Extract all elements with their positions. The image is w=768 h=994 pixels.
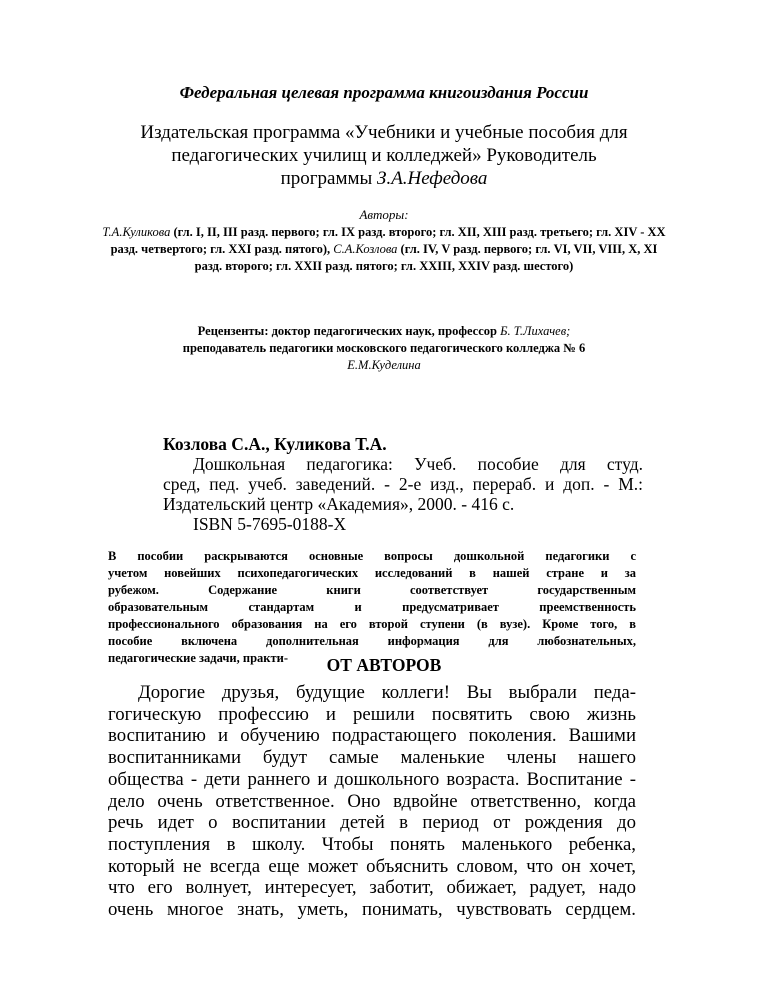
reviewers-block xyxy=(96,323,672,374)
body-line: поступления в школу. Чтобы понять маленького ребенка, xyxy=(108,833,636,855)
body-line: общества - дети раннего и дошкольного возраста. Воспитание - xyxy=(108,768,636,790)
body-line: который не всегда еще может объяснить словом, что он хочет, xyxy=(108,855,636,877)
reviewer-name: Е.М.Куделина xyxy=(347,358,421,372)
body-line: дело очень ответственное. Оно вдвойне ответственно, когда xyxy=(108,790,636,812)
body-line: речь идет о воспитании детей в период от рождения до xyxy=(108,812,636,834)
body-line: гогическую профессию и решили посвятить свою жизнь xyxy=(108,703,636,725)
authors-label: Авторы: xyxy=(359,207,409,222)
annotation xyxy=(108,548,636,667)
publishing-program-prefix: программы xyxy=(280,168,378,189)
body-line: воспитанниками будут самые маленькие члены нашего xyxy=(108,747,636,769)
bibliographic-record xyxy=(163,434,643,534)
annotation-line: учетом новейших психопедагогических исследований в нашей стране и за xyxy=(108,566,636,580)
bibliographic-line: сред, пед. учеб. заведений. - 2-е изд., перераб. и доп. - М.: xyxy=(163,474,643,494)
authors-block xyxy=(96,224,672,275)
isbn: ISBN 5-7695-0188-Х xyxy=(193,514,347,534)
publishing-program-line xyxy=(110,167,658,190)
author-chapters: (гл. I, II, III разд. первого; гл. IX разд. второго; гл. XII, XIII разд. третьего; гл. XIV - XX разд. четвертого; гл. XXI разд. пятого), xyxy=(110,225,666,256)
body-line: очень многое знать, уметь, понимать, чувствовать сердцем. xyxy=(108,899,636,921)
bibliographic-authors: Козлова С.А., Куликова Т.А. xyxy=(163,434,387,454)
body-line: Дорогие друзья, будущие коллеги! Вы выбрали педа- xyxy=(138,682,636,703)
bibliographic-line: Дошкольная педагогика: Учеб. пособие для студ. xyxy=(193,454,643,474)
publishing-program-line: Издательская программа «Учебники и учебные пособия для xyxy=(140,122,628,143)
annotation-line: профессионального образования на его второй ступени (в вузе). Кроме того, в xyxy=(108,617,636,631)
federal-program-title: Федеральная целевая программа книгоиздания России xyxy=(179,83,589,102)
annotation-line: рубежом. Содержание книги соответствует государственным xyxy=(108,583,636,597)
annotation-line: пособие включена дополнительная информация для любознательных, xyxy=(108,634,636,648)
reviewer-name: Б. Т.Лихачев; xyxy=(500,324,571,338)
annotation-line: образовательным стандартам и предусматривает преемственность xyxy=(108,600,636,614)
body-line: воспитанию и обучению подрастающего поколения. Вашими xyxy=(108,725,636,747)
author-name: С.А.Козлова xyxy=(333,242,398,256)
author-name: Т.А.Куликова xyxy=(102,225,171,239)
section-heading: ОТ АВТОРОВ xyxy=(326,655,442,675)
publishing-program-line: педагогических училищ и колледжей» Руководитель xyxy=(171,145,597,166)
reviewers-affiliation: преподаватель педагогики московского педагогического колледжа № 6 xyxy=(182,341,586,355)
body-line: что его волнует, интересует, заботит, обижает, радует, надо xyxy=(108,877,636,899)
program-leader: З.А.Нефедова xyxy=(377,168,488,189)
reviewers-prefix: Рецензенты: доктор педагогических наук, профессор xyxy=(197,324,501,338)
bibliographic-line: Издательский центр «Академия», 2000. - 416 с. xyxy=(163,494,515,514)
publishing-program xyxy=(110,121,658,190)
annotation-line: педагогические задачи, практи- xyxy=(108,651,288,665)
section-body xyxy=(108,682,636,921)
annotation-line: В пособии раскрываются основные вопросы дошкольной педагогики с xyxy=(108,549,636,563)
author-chapters: (гл. IV, V разд. первого; гл. VI, VII, VIII, X, XI разд. второго; гл. XXII разд. пятого; гл. XXIII, XXIV разд. шестого) xyxy=(194,242,658,273)
